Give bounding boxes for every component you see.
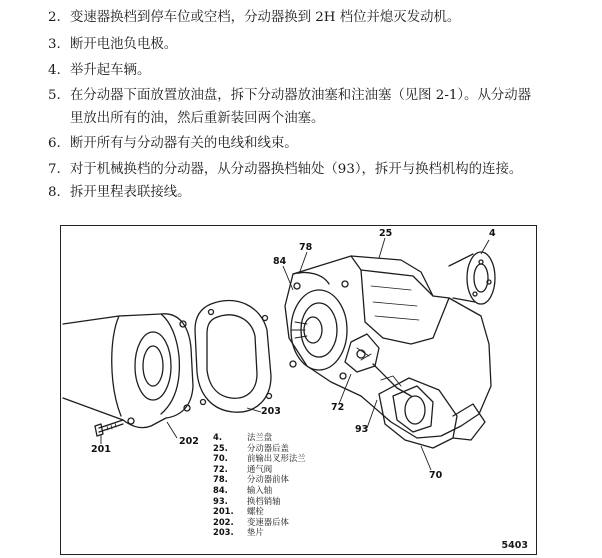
legend-row — [213, 485, 306, 496]
legend-code: 25. — [213, 442, 228, 453]
legend-label: 垫片 — [247, 527, 264, 538]
transfer-case-outline — [285, 256, 491, 438]
legend-row — [213, 464, 306, 475]
legend-label: 前输出叉形法兰 — [247, 453, 306, 464]
input-shaft — [304, 317, 322, 343]
legend-code: 201. — [213, 506, 234, 517]
callout-202: 202 — [179, 436, 199, 447]
legend-code: 72. — [213, 463, 228, 474]
bolt-head — [95, 424, 103, 436]
callout-78: 78 — [299, 242, 313, 253]
legend-code: 202. — [213, 516, 234, 527]
figure-number: 5403 — [501, 540, 528, 551]
legend-row — [213, 443, 306, 454]
step-text: 断开电池负电极。 — [70, 37, 178, 52]
legend-code: 203. — [213, 527, 234, 538]
step-text: 在分动器下面放置放油盘，拆下分动器放油塞和注油塞（见图 2-1）。从分动器 — [70, 88, 532, 103]
parts-legend — [213, 432, 306, 538]
legend-row — [213, 432, 306, 443]
callout-201: 201 — [91, 444, 111, 455]
legend-row — [213, 453, 306, 464]
callout-70: 70 — [429, 470, 443, 481]
legend-row — [213, 527, 306, 538]
transfer-case-diagram — [60, 225, 537, 555]
step-text: 拆开里程表联接线。 — [70, 185, 191, 200]
legend-label: 换档销轴 — [247, 495, 281, 506]
legend-code: 70. — [213, 453, 228, 464]
step-text: 举升起车辆。 — [70, 63, 151, 78]
callout-72: 72 — [331, 402, 345, 413]
legend-row — [213, 517, 306, 528]
legend-row — [213, 474, 306, 485]
callout-4: 4 — [489, 228, 496, 239]
callout-93: 93 — [355, 424, 369, 435]
legend-row — [213, 496, 306, 507]
shift-linkage — [345, 334, 379, 372]
step-number: 6. — [48, 136, 61, 151]
callout-25: 25 — [379, 228, 393, 239]
legend-code: 84. — [213, 484, 228, 495]
legend-label: 分动器后盖 — [247, 442, 289, 453]
callout-203: 203 — [261, 406, 281, 417]
legend-code: 78. — [213, 474, 228, 485]
legend-label: 输入轴 — [247, 484, 273, 495]
step-number: 2. — [48, 10, 61, 25]
legend-row — [213, 506, 306, 517]
step-number: 8. — [48, 185, 61, 200]
legend-label: 分动器前体 — [247, 474, 289, 485]
step-number: 5. — [48, 88, 61, 103]
step-number: 7. — [48, 162, 61, 177]
step-text: 里放出所有的油，然后重新装回两个油塞。 — [70, 111, 325, 126]
step-text: 断开所有与分动器有关的电线和线束。 — [70, 136, 298, 151]
step-number: 4. — [48, 63, 61, 78]
step-text: 变速器换档到停车位或空档，分动器换到 2H 档位并熄灭发动机。 — [70, 10, 461, 25]
callout-84: 84 — [273, 256, 287, 267]
legend-code: 4. — [213, 432, 223, 442]
legend-label: 法兰盘 — [247, 432, 273, 442]
legend-label: 变速器后体 — [247, 516, 289, 527]
legend-label: 通气阀 — [247, 463, 273, 474]
legend-label: 螺栓 — [247, 506, 264, 517]
step-number: 3. — [48, 37, 61, 52]
step-text: 对于机械换档的分动器，从分动器换档轴处（93），拆开与换档机构的连接。 — [70, 162, 523, 177]
legend-code: 93. — [213, 495, 228, 506]
